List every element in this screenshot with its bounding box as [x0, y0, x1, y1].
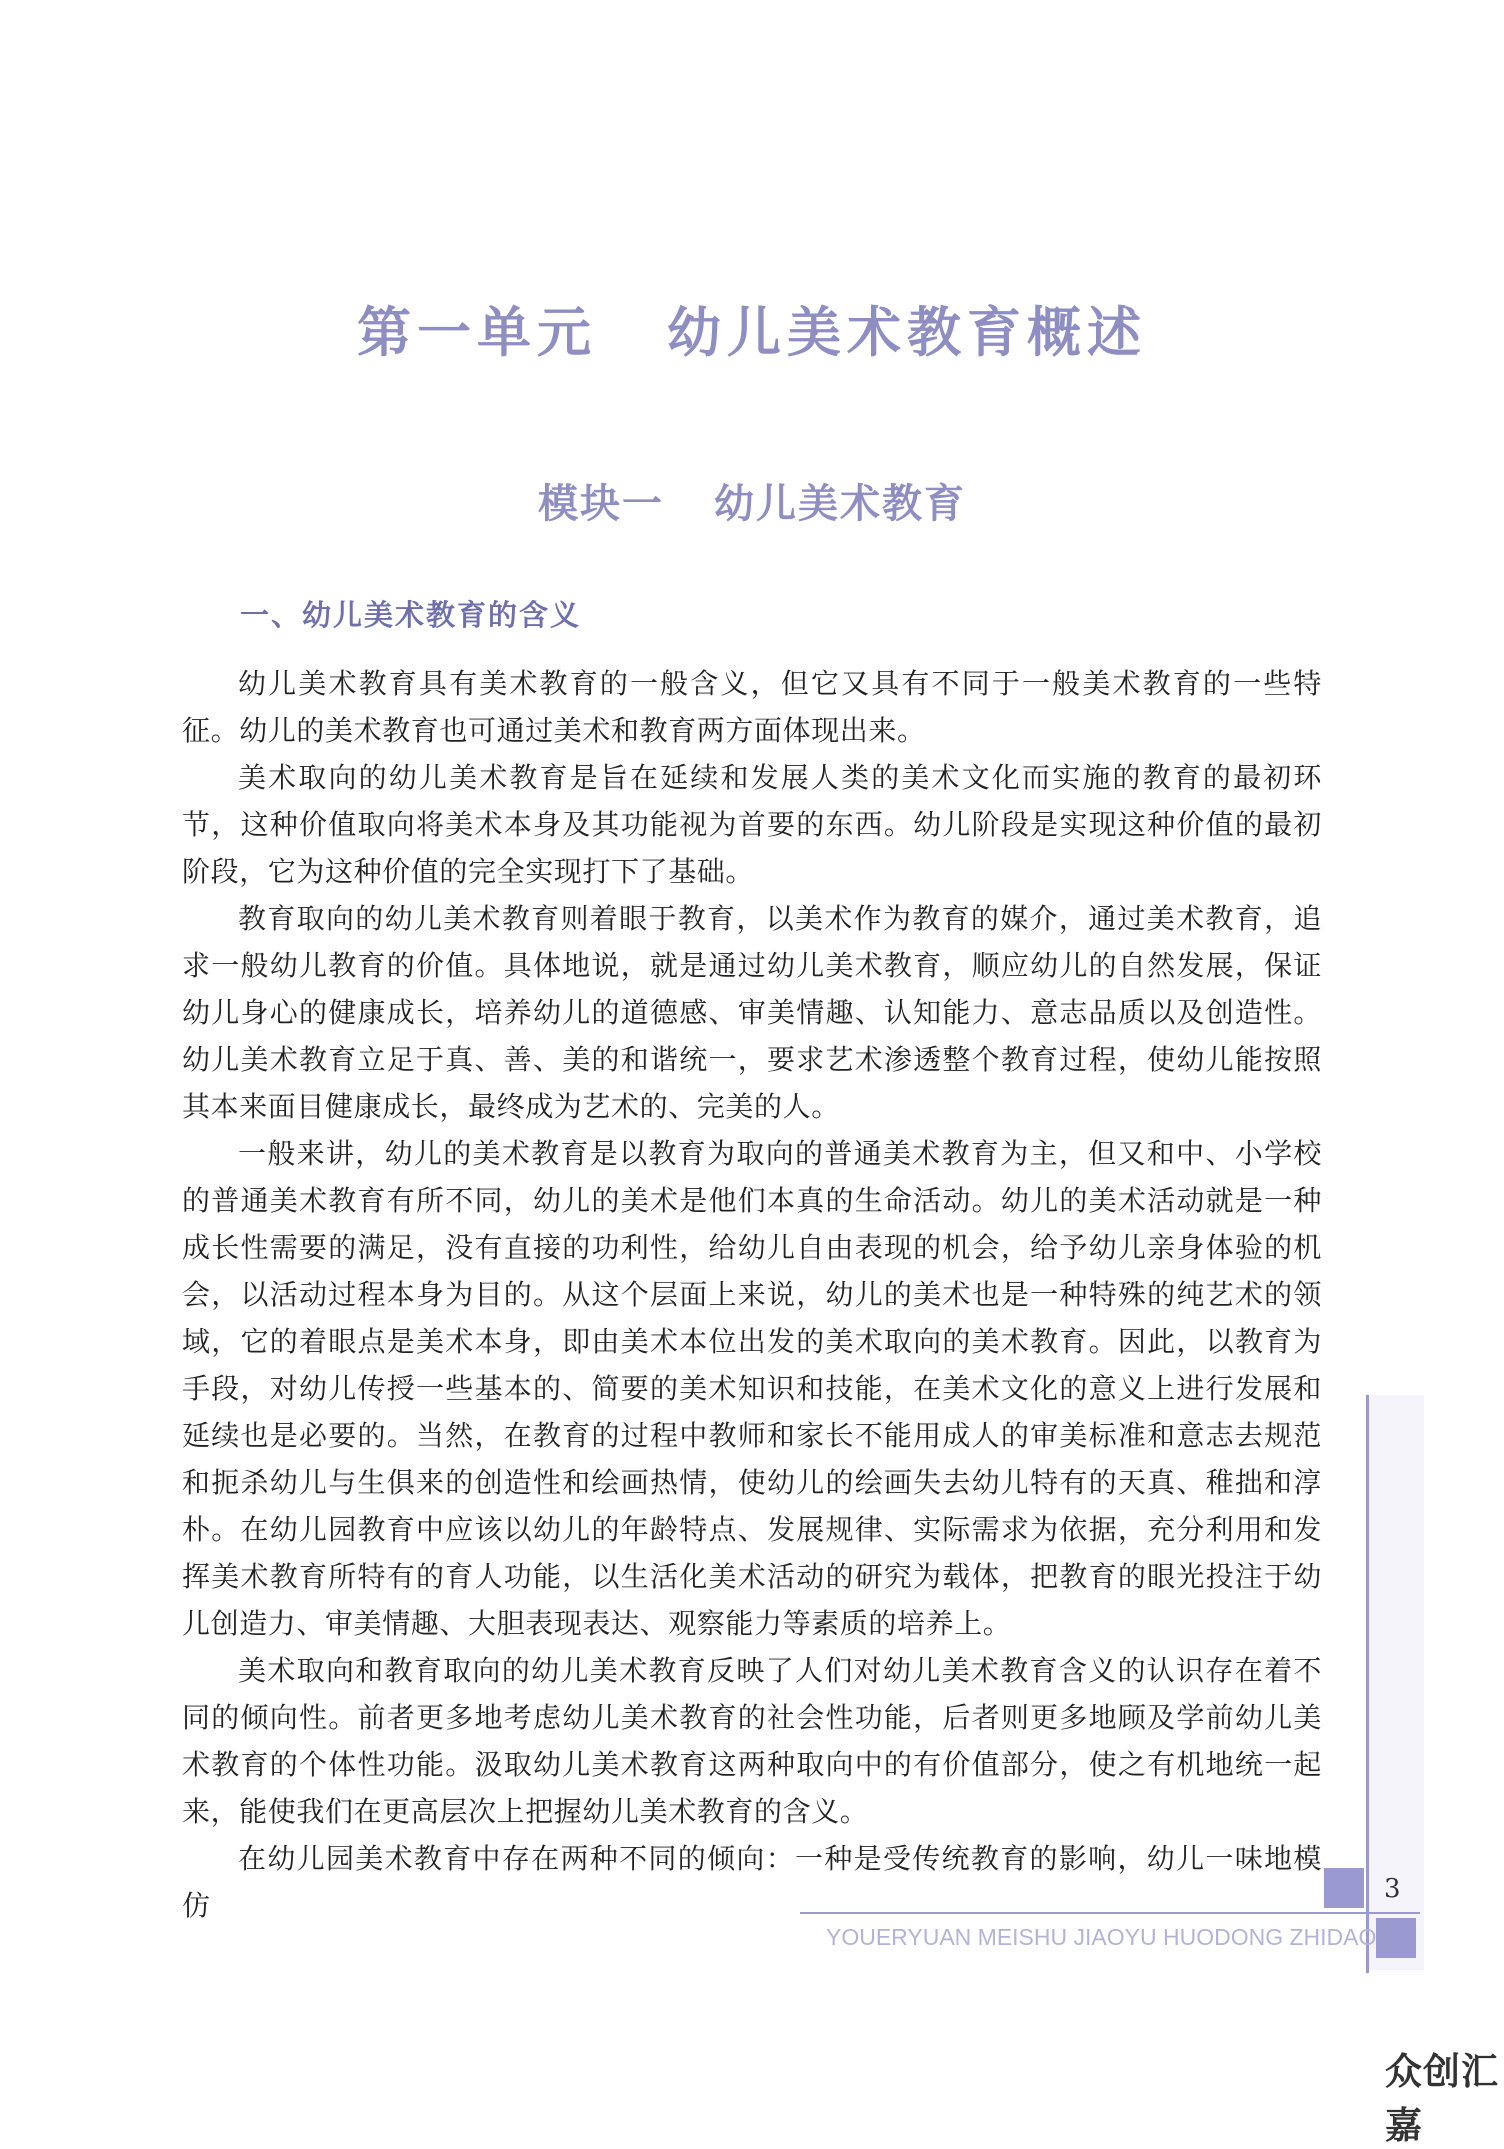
running-footer-title: YOUERYUAN MEISHU JIAOYU HUODONG ZHIDAO: [826, 1924, 1377, 1950]
module-title: [0, 472, 1504, 529]
section-title: 一、幼儿美术教育的含义: [240, 598, 582, 632]
footer-decor-horizontal-line: [800, 1912, 1420, 1914]
unit-title-name: 幼儿美术教育概述: [667, 301, 1147, 364]
footer-decor-vertical-line: [1366, 1395, 1369, 1973]
paragraph: 教育取向的幼儿美术教育则着眼于教育，以美术作为教育的媒介，通过美术教育，追求一般幼儿教育的价值。具体地说，就是通过幼儿美术教育，顺应幼儿的自然发展，保证幼儿身心的健康成长，培养幼儿的道德感、审美情趣、认知能力、意志品质以及创造性。幼儿美术教育立足于真、善、美的和谐统一，要求艺术渗透整个教育过程，使幼儿能按照其本来面目健康成长，最终成为艺术的、完美的人。: [182, 902, 1322, 1123]
watermark-logo: 众创汇嘉: [1385, 2050, 1499, 2147]
body-text: [182, 660, 1322, 1929]
module-title-name: 幼儿美术教育: [714, 480, 966, 527]
module-title-number: 模块一: [538, 480, 664, 527]
footer-decor-square-top: [1324, 1868, 1364, 1908]
unit-title: [0, 290, 1504, 367]
page-number: 3: [1384, 1874, 1401, 1904]
paragraph: 美术取向和教育取向的幼儿美术教育反映了人们对幼儿美术教育含义的认识存在着不同的倾向性。前者更多地考虑幼儿美术教育的社会性功能，后者则更多地顾及学前幼儿美术教育的个体性功能。汲取幼儿美术教育这两种取向中的有价值部分，使之有机地统一起来，能使我们在更高层次上把握幼儿美术教育的含义。: [182, 1654, 1322, 1828]
paragraph: 一般来讲，幼儿的美术教育是以教育为取向的普通美术教育为主，但又和中、小学校的普通美术教育有所不同，幼儿的美术是他们本真的生命活动。幼儿的美术活动就是一种成长性需要的满足，没有直接的功利性，给幼儿自由表现的机会，给予幼儿亲身体验的机会，以活动过程本身为目的。从这个层面上来说，幼儿的美术也是一种特殊的纯艺术的领域，它的着眼点是美术本身，即由美术本位出发的美术取向的美术教育。因此，以教育为手段，对幼儿传授一些基本的、简要的美术知识和技能，在美术文化的意义上进行发展和延续也是必要的。当然，在教育的过程中教师和家长不能用成人的审美标准和意志去规范和扼杀幼儿与生俱来的创造性和绘画热情，使幼儿的绘画失去幼儿特有的天真、稚拙和淳朴。在幼儿园教育中应该以幼儿的年龄特点、发展规律、实际需求为依据，充分利用和发挥美术教育所特有的育人功能，以生活化美术活动的研究为载体，把教育的眼光投注于幼儿创造力、审美情趣、大胆表现表达、观察能力等素质的培养上。: [182, 1137, 1322, 1640]
footer-decor-square-bottom: [1376, 1918, 1416, 1958]
paragraph: 在幼儿园美术教育中存在两种不同的倾向：一种是受传统教育的影响，幼儿一味地模仿: [182, 1842, 1322, 1922]
paragraph: 幼儿美术教育具有美术教育的一般含义，但它又具有不同于一般美术教育的一些特征。幼儿的美术教育也可通过美术和教育两方面体现出来。: [182, 667, 1322, 747]
unit-title-number: 第一单元: [357, 301, 597, 364]
paragraph: 美术取向的幼儿美术教育是旨在延续和发展人类的美术文化而实施的教育的最初环节，这种价值取向将美术本身及其功能视为首要的东西。幼儿阶段是实现这种价值的最初阶段，它为这种价值的完全实现打下了基础。: [182, 761, 1322, 888]
